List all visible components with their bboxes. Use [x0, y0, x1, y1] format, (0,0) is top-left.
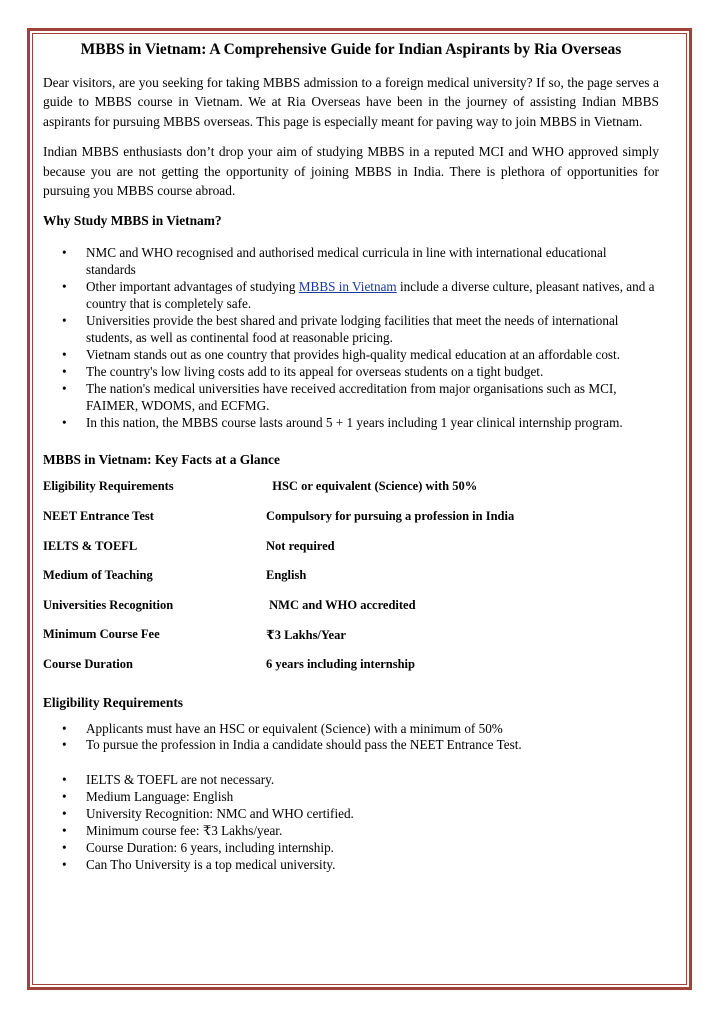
list-item — [43, 245, 659, 279]
page-title: MBBS in Vietnam: A Comprehensive Guide for Indian Aspirants by Ria Overseas — [80, 41, 622, 58]
list-item — [43, 772, 659, 789]
list-item — [43, 415, 659, 432]
fact-value: Not required — [266, 538, 335, 553]
bullet-icon: • — [62, 789, 67, 805]
list-item-text: Can Tho University is a top medical university. — [86, 856, 336, 872]
key-facts-table — [43, 479, 659, 686]
bullet-icon: • — [62, 279, 67, 295]
fact-value: Compulsory for pursuing a profession in India — [266, 509, 515, 523]
fact-value: HSC or equivalent (Science) with 50% — [266, 479, 478, 494]
intro-paragraph-1: Dear visitors, are you seeking for taking MBBS admission to a foreign medical university? If so, the page serves a guide to MBBS course in Vietnam. We at Ria Overseas have been in the journey of assisting Indian MBBS aspirants for pursuing MBBS overseas. This page is especially meant for paving way to join MBBS in Vietnam. — [43, 75, 659, 129]
list-item — [43, 806, 659, 823]
fact-value: NMC and WHO accredited — [266, 597, 416, 612]
key-facts-heading: MBBS in Vietnam: Key Facts at a Glance — [43, 452, 280, 468]
fact-key: Eligibility Requirements — [43, 479, 174, 494]
bullet-icon: • — [62, 245, 67, 261]
list-item-text: Applicants must have an HSC or equivalent (Science) with a minimum of 50% — [86, 720, 503, 736]
list-item — [43, 279, 659, 313]
list-item-text: The country's low living costs add to its appeal for overseas students on a tight budget. — [86, 363, 544, 379]
why-study-heading: Why Study MBBS in Vietnam? — [43, 213, 222, 229]
fact-value: 6 years including internship — [266, 656, 415, 671]
list-item-text: Vietnam stands out as one country that provides high-quality medical education at an affordable cost. — [86, 346, 621, 362]
fact-key: NEET Entrance Test — [43, 509, 154, 523]
fact-value: ₹3 Lakhs/Year — [266, 628, 346, 643]
list-item-text-after: include a diverse culture, pleasant natives, and a country that is completely safe. — [86, 279, 655, 312]
list-item-text: To pursue the profession in India a candidate should pass the NEET Entrance Test. — [86, 737, 522, 753]
list-item — [43, 789, 659, 806]
list-item — [43, 347, 659, 364]
eligibility-heading: Eligibility Requirements — [43, 694, 183, 710]
fact-key: Universities Recognition — [43, 597, 174, 612]
table-row — [43, 479, 659, 509]
list-item — [43, 364, 659, 381]
list-item-text: Minimum course fee: ₹3 Lakhs/year. — [86, 823, 283, 839]
table-row — [43, 568, 659, 598]
bullet-icon: • — [62, 737, 67, 753]
eligibility-list-2 — [43, 772, 659, 873]
bullet-icon: • — [62, 313, 67, 329]
table-row — [43, 657, 659, 687]
bullet-icon: • — [62, 840, 67, 855]
bullet-icon: • — [62, 806, 67, 822]
eligibility-list-1 — [43, 721, 659, 755]
fact-key: Medium of Teaching — [43, 568, 153, 583]
fact-key: Course Duration — [43, 656, 133, 671]
fact-key: Minimum Course Fee — [43, 627, 160, 642]
table-row — [43, 598, 659, 628]
why-study-list — [43, 245, 659, 431]
list-item-text: In this nation, the MBBS course lasts around 5 + 1 years including 1 year clinical internship program. — [86, 414, 623, 430]
table-row — [43, 627, 659, 657]
bullet-icon: • — [62, 346, 67, 362]
bullet-icon: • — [62, 856, 67, 872]
list-item — [43, 313, 659, 347]
bullet-icon: • — [62, 380, 67, 396]
list-item — [43, 840, 659, 857]
list-item — [43, 857, 659, 874]
bullet-icon: • — [62, 720, 67, 736]
table-row — [43, 509, 659, 539]
list-item-text-before: Other important advantages of studying — [86, 279, 299, 295]
bullet-icon: • — [62, 823, 67, 839]
list-item-text: Universities provide the best shared and private lodging facilities that meet the needs of international students, as well as continental food at reasonable pricing. — [86, 313, 619, 345]
table-row — [43, 539, 659, 569]
list-item-text: Course Duration: 6 years, including internship. — [86, 840, 334, 855]
list-item — [43, 737, 659, 754]
list-item-text: NMC and WHO recognised and authorised medical curricula in line with international educational standards — [86, 245, 607, 278]
fact-value: English — [266, 568, 307, 583]
list-item-text: Medium Language: English — [86, 789, 234, 805]
list-item-text: University Recognition: NMC and WHO certified. — [86, 806, 354, 822]
bullet-icon: • — [62, 772, 67, 788]
mbbs-in-vietnam-link[interactable]: MBBS in Vietnam — [298, 279, 397, 295]
bullet-icon: • — [62, 414, 67, 430]
intro-paragraph-2: Indian MBBS enthusiasts don’t drop your aim of studying MBBS in a reputed MCI and WHO approved simply because you are not getting the opportunity of joining MBBS in India. There is plethora of opportunities for pursuing you MBBS course abroad. — [43, 144, 659, 199]
list-item — [43, 381, 659, 415]
document-content — [43, 40, 659, 874]
list-item-text: The nation's medical universities have received accreditation from major organisations such as MCI, FAIMER, WDOMS, and ECFMG. — [86, 380, 617, 413]
list-item — [43, 721, 659, 738]
list-item — [43, 823, 659, 840]
list-item-text: IELTS & TOEFL are not necessary. — [86, 772, 275, 788]
fact-key: IELTS & TOEFL — [43, 538, 138, 553]
bullet-icon: • — [62, 363, 67, 379]
